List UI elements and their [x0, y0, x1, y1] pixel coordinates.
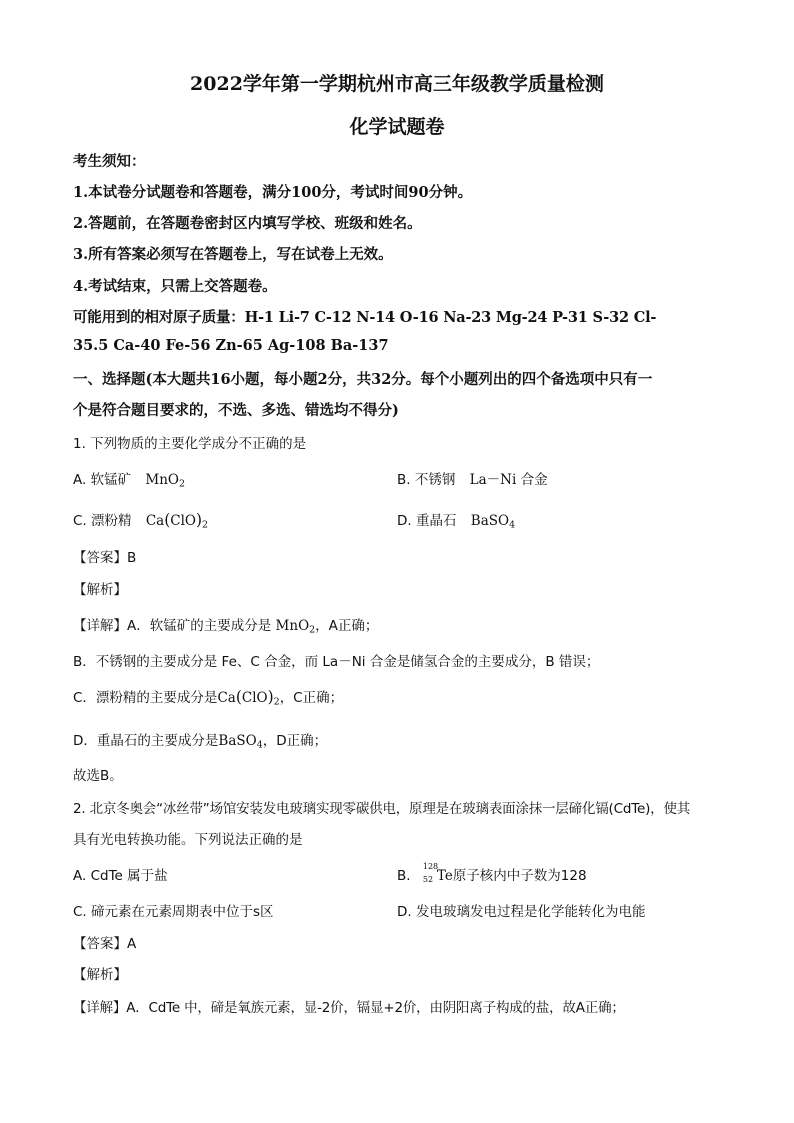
question-1-analysis-label: 【解析】: [73, 582, 127, 598]
option-a-formula: MnO$_2$: [145, 472, 185, 490]
option-c-label: C. 漂粉精: [73, 513, 132, 529]
question-1-option-c: [73, 509, 208, 530]
question-1-detail-c: C．漂粉精的主要成分是$Ca(ClO)_2$，C正确；: [73, 688, 344, 708]
question-1-answer: 【答案】B: [73, 550, 137, 566]
question-1-detail-b: B．不锈钢的主要成分是 Fe、C 合金，而 La－Ni 合金是储氢合金的主要成分，B 错误；: [73, 654, 600, 670]
page-subtitle: 化学试题卷: [349, 116, 445, 138]
option-d-formula: BaSO$_4$: [470, 513, 516, 531]
section-heading-line-1: 一、选择题(本大题共16小题，每小题2分，共32分。每个小题列出的四个备选项中只有一: [73, 371, 653, 388]
question-2-answer: 【答案】A: [73, 936, 137, 952]
question-1-option-a: [73, 468, 185, 489]
notice-item-4: 4.考试结束，只需上交答题卷。: [73, 278, 277, 295]
notice-item-1: 1.本试卷分试题卷和答题卷，满分100分，考试时间90分钟。: [73, 184, 473, 201]
question-2-analysis-label: 【解析】: [73, 967, 127, 983]
tellurium-isotope: 128 52: [422, 862, 439, 884]
question-1-detail-d: D．重晶石的主要成分是BaSO$_4$，D正确；: [73, 733, 328, 751]
notice-heading: 考生须知：: [73, 153, 146, 170]
question-2-stem-line-1: 2. 北京冬奥会“冰丝带”场馆安装发电玻璃实现零碳供电，原理是在玻璃表面涂抹一层碲化镉(CdTe)，使其: [73, 801, 691, 817]
detail-c-formula: $Ca(ClO)_2$: [217, 688, 280, 708]
question-1-stem: 1. 下列物质的主要化学成分不正确的是: [73, 436, 307, 452]
question-2-option-a: A. CdTe 属于盐: [73, 868, 168, 884]
atomic-masses-line-2: 35.5 Ca-40 Fe-56 Zn-65 Ag-108 Ba-137: [73, 337, 389, 354]
option-b-formula: La－Ni 合金: [469, 472, 548, 488]
option-b-label: B. 不锈钢: [397, 472, 456, 488]
option-d-label: D. 重晶石: [397, 513, 457, 529]
question-1-option-b: [397, 468, 548, 488]
question-2-stem-line-2: 具有光电转换功能。下列说法正确的是: [73, 832, 303, 848]
notice-item-3: 3.所有答案必须写在答题卷上，写在试卷上无效。: [73, 246, 393, 263]
option-c-formula: $Ca(ClO)_2$: [145, 511, 209, 531]
page-title: 2022学年第一学期杭州市高三年级教学质量检测: [190, 73, 604, 95]
notice-item-2: 2.答题前，在答题卷密封区内填写学校、班级和姓名。: [73, 215, 422, 232]
option-b-label: B.: [397, 868, 411, 884]
section-heading-line-2: 个是符合题目要求的，不选、多选、错选均不得分): [73, 402, 399, 419]
question-2-option-d: D. 发电玻璃发电过程是化学能转化为电能: [397, 904, 646, 920]
question-1-conclusion: 故选B。: [73, 768, 123, 784]
detail-d-formula: BaSO$_4$: [218, 733, 263, 751]
question-2-option-c: C. 碲元素在元素周期表中位于s区: [73, 904, 274, 920]
detail-a-formula: MnO$_2$: [275, 618, 316, 636]
atomic-masses-line-1: 可能用到的相对原子质量：H-1 Li-7 C-12 N-14 O-16 Na-23 Mg-24 P-31 S-32 Cl-: [73, 309, 657, 326]
question-1-detail-a: 【详解】A．软锰矿的主要成分是 MnO$_2$，A正确；: [73, 618, 379, 636]
question-2-detail-a: 【详解】A．CdTe 中，碲是氧族元素，显-2价，镉显+2价，由阴阳离子构成的盐，故A正确；: [73, 1000, 625, 1016]
question-2-option-b: B. 128 52 Te原子核内中子数为128: [397, 862, 587, 884]
question-1-option-d: [397, 509, 515, 530]
option-a-label: A. 软锰矿: [73, 472, 132, 488]
